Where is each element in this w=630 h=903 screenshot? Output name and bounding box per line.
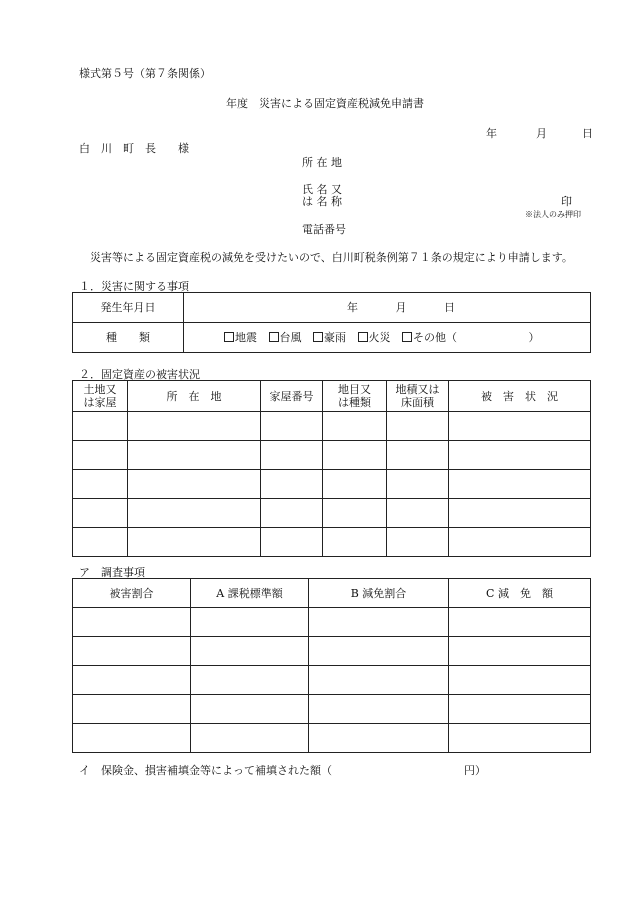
checkbox[interactable] [358,332,368,342]
checkbox[interactable] [224,332,234,342]
header-land-category: 地目又 は種類 [323,381,387,412]
disaster-table [72,292,591,353]
damage-table-header [73,381,591,412]
header-house-number: 家屋番号 [261,381,323,412]
table-row [73,412,591,441]
header-reduction-ratio: B 減免割合 [309,579,449,608]
header-reduction-amount: C 減 免 額 [449,579,591,608]
header-land-or-house: 土地又 は家屋 [73,381,128,412]
occurrence-date-label: 発生年月日 [73,293,184,323]
option-earthquake[interactable]: 地震 [224,331,257,344]
table-row [73,441,591,470]
header-damage-status: 被 害 状 況 [449,381,591,412]
header-tax-base: A 課税標準額 [191,579,309,608]
section2-heading: ２．固定資産の被害状況 [79,368,200,381]
survey-table-header [73,579,591,608]
table-row [73,637,591,666]
table-row [73,695,591,724]
checkbox[interactable] [402,332,412,342]
disaster-type-field [184,323,591,353]
header-location: 所 在 地 [128,381,261,412]
date-year: 年 [486,127,497,140]
table-row [73,470,591,499]
statement: 災害等による固定資産税の減免を受けたいので、白川町税条例第７１条の規定により申請します。 [90,251,573,264]
date-day: 日 [582,127,593,140]
other-close: ） [528,331,540,344]
checkbox[interactable] [269,332,279,342]
insurance-label: イ 保険金、損害補填金等によって補填された額（ [79,764,332,777]
survey-table [72,578,591,753]
survey-heading: ア 調査事項 [79,566,145,579]
damage-table [72,380,591,557]
phone-label: 電話番号 [302,223,346,236]
disaster-type-label: 種 類 [73,323,184,353]
option-other[interactable]: その他（ [402,331,457,344]
addressee: 白 川 町 長 様 [79,142,189,155]
form-title: 年度 災害による固定資産税減免申請書 [226,97,424,110]
header-damage-ratio: 被害割合 [73,579,191,608]
seal-note: ※法人のみ押印 [525,210,581,219]
name-label-1: 氏 名 又 [302,183,342,196]
date-month: 月 [536,127,547,140]
occurrence-date-field[interactable]: 年 月 日 [184,293,591,323]
table-row [73,724,591,753]
option-typhoon[interactable]: 台風 [269,331,302,344]
table-row [73,608,591,637]
checkbox[interactable] [313,332,323,342]
address-label: 所 在 地 [302,156,342,169]
table-row [73,528,591,557]
table-row [73,666,591,695]
name-label-2: は 名 称 [302,195,342,208]
section1-heading: １．災害に関する事項 [79,280,189,293]
option-heavy-rain[interactable]: 豪雨 [313,331,346,344]
form-number: 様式第５号（第７条関係） [79,67,211,80]
header-area: 地積又は 床面積 [387,381,449,412]
insurance-unit: 円） [464,764,486,777]
table-row [73,499,591,528]
seal-mark: 印 [561,195,572,208]
option-fire[interactable]: 火災 [358,331,391,344]
